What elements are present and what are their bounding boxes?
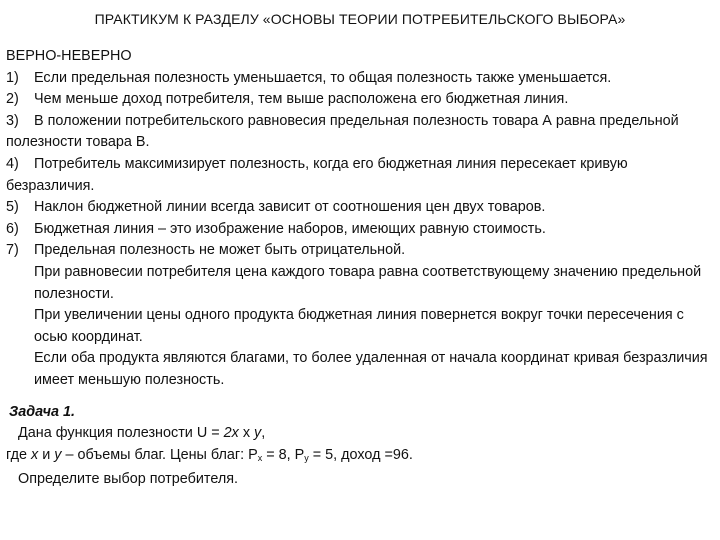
task-conditions <box>6 445 714 470</box>
task-text: , <box>261 425 266 442</box>
item-number <box>6 262 34 284</box>
item-number: 5) <box>6 199 19 216</box>
item-number: 3) <box>6 112 19 129</box>
list-item <box>6 262 714 305</box>
task-text: – объемы благ. Цены благ: P <box>61 446 258 463</box>
item-number <box>6 305 34 327</box>
item-number: 2) <box>6 91 19 108</box>
item-text: Потребитель максимизирует полезность, когда его бюджетная линия пересекает кривую безразличия. <box>6 155 628 194</box>
item-number: 6) <box>6 220 19 237</box>
list-item <box>6 348 714 391</box>
page-title: ПРАКТИКУМ К РАЗДЕЛУ «ОСНОВЫ ТЕОРИИ ПОТРЕБИТЕЛЬСКОГО ВЫБОРА» <box>94 11 626 27</box>
task-variable: x <box>31 446 39 463</box>
list-item <box>6 89 714 111</box>
item-number: 7) <box>6 242 19 259</box>
task-variable: y <box>54 446 62 463</box>
task-question: Определите выбор потребителя. <box>18 471 239 488</box>
item-number: 1) <box>6 69 19 86</box>
item-number <box>6 348 34 370</box>
price-subscript: y <box>304 452 309 463</box>
item-text: При увеличении цены одного продукта бюджетная линия повернется вокруг точки пересечения с осью координат. <box>34 307 684 345</box>
list-item <box>6 219 714 241</box>
list-item <box>6 154 714 197</box>
task-text: и <box>38 446 55 463</box>
item-text: Если предельная полезность уменьшается, то общая полезность также уменьшается. <box>34 69 612 86</box>
task-block <box>6 402 714 491</box>
task-text: = 5, доход =96. <box>308 446 413 463</box>
list-item <box>6 305 714 348</box>
task-utility-function <box>6 423 714 445</box>
item-text: Бюджетная линия – это изображение наборов, имеющих равную стоимость. <box>34 220 546 237</box>
item-number: 4) <box>6 155 19 172</box>
task-variable: y <box>254 425 262 442</box>
task-title: Задача 1. <box>9 403 75 420</box>
item-text: Наклон бюджетной линии всегда зависит от соотношения цен двух товаров. <box>34 199 546 216</box>
item-text: Чем меньше доход потребителя, тем выше расположена его бюджетная линия. <box>34 91 569 108</box>
list-item <box>6 68 714 90</box>
item-text: Если оба продукта являются благами, то более удаленная от начала координат кривая безразличия имеет меньшую полезность. <box>34 350 708 388</box>
task-text: Дана функция полезности U = <box>18 425 224 442</box>
list-item <box>6 197 714 219</box>
section-heading: ВЕРНО-НЕВЕРНО <box>6 48 132 64</box>
task-formula: 2x <box>223 425 239 442</box>
statement-list <box>6 68 714 392</box>
list-item <box>6 111 714 154</box>
content <box>6 46 714 491</box>
item-text: Предельная полезность не может быть отрицательной. <box>34 242 406 259</box>
task-text: где <box>6 446 32 463</box>
price-subscript: x <box>257 452 263 463</box>
item-text: В положении потребительского равновесия предельная полезность товара А равна предельной полезности товара В. <box>6 112 679 151</box>
task-text: = 8, P <box>262 446 305 463</box>
item-text: При равновесии потребителя цена каждого товара равна соответствующему значению предельной полезности. <box>34 263 702 302</box>
list-item <box>6 240 714 262</box>
task-text: х <box>238 425 255 442</box>
